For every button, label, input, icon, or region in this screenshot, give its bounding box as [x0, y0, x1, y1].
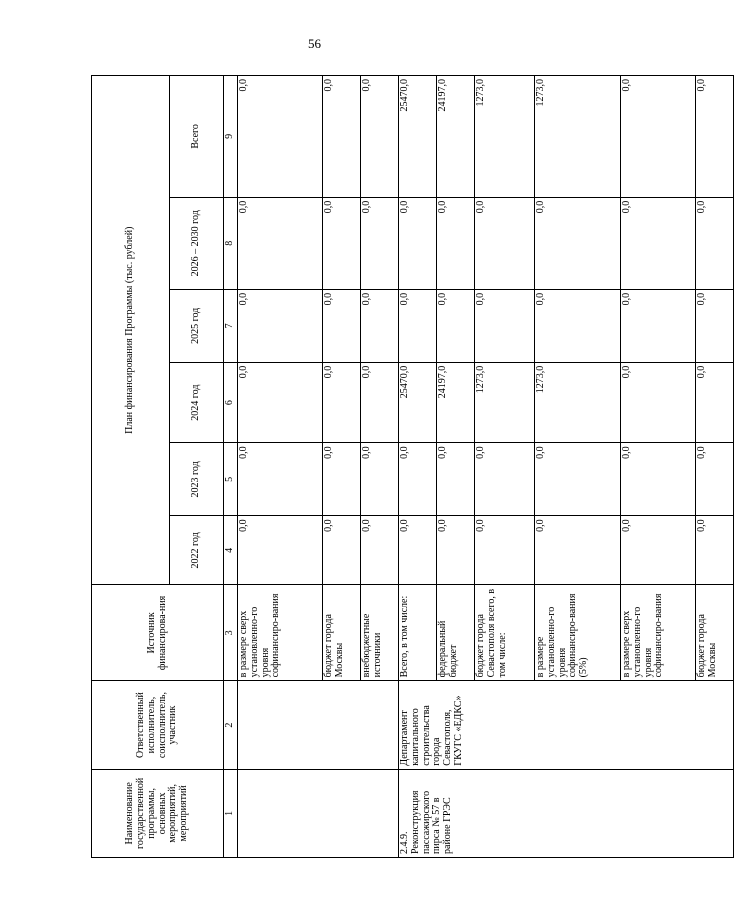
column-index: 1: [224, 769, 238, 857]
cell-value: 0,0: [621, 362, 696, 443]
cell-value: 0,0: [696, 197, 734, 289]
cell-value: 0,0: [437, 289, 475, 362]
cell-value: 0,0: [621, 516, 696, 585]
cell-value: 0,0: [696, 76, 734, 198]
cell-value: 0,0: [696, 289, 734, 362]
cell-value: 24197,0: [437, 362, 475, 443]
table-row: [238, 76, 323, 858]
header-year: 2026 – 2030 год: [170, 197, 224, 289]
column-index: 6: [224, 362, 238, 443]
cell-value: 0,0: [361, 362, 399, 443]
cell-value: 0,0: [535, 289, 621, 362]
cell-value: 0,0: [323, 289, 361, 362]
cell-value: 0,0: [399, 516, 437, 585]
cell-value: 0,0: [238, 76, 323, 198]
cell-value: 0,0: [621, 197, 696, 289]
header-year: 2023 год: [170, 443, 224, 516]
cell-value: 0,0: [399, 289, 437, 362]
cell-value: 0,0: [238, 289, 323, 362]
cell-value: 0,0: [475, 289, 535, 362]
cell-source: в размере установленно-го уровня софинансиро-вания (5%): [535, 585, 621, 681]
cell-value: 0,0: [621, 443, 696, 516]
cell-value: 0,0: [361, 289, 399, 362]
cell-name: [238, 769, 399, 857]
column-index: 3: [224, 585, 238, 681]
cell-value: 0,0: [361, 76, 399, 198]
rotated-table-container: [91, 75, 718, 858]
cell-value: 0,0: [238, 516, 323, 585]
table-row: [399, 76, 437, 858]
cell-value: 0,0: [238, 443, 323, 516]
cell-value: 0,0: [238, 362, 323, 443]
header-year: 2024 год: [170, 362, 224, 443]
cell-value: 0,0: [696, 516, 734, 585]
cell-source: в размере сверх установленно-го уровня софинансиро-вания: [238, 585, 323, 681]
header-year: 2022 год: [170, 516, 224, 585]
header-row-index: [224, 76, 238, 858]
cell-value: 0,0: [696, 443, 734, 516]
column-index: 9: [224, 76, 238, 198]
cell-source: бюджет города Москвы: [323, 585, 361, 681]
cell-value: 0,0: [399, 197, 437, 289]
column-index: 2: [224, 681, 238, 769]
cell-value: 1273,0: [475, 76, 535, 198]
cell-value: 0,0: [437, 443, 475, 516]
cell-source: федеральный бюджет: [437, 585, 475, 681]
column-index: 4: [224, 516, 238, 585]
cell-source: в размере сверх установленно-го уровня софинансиро-вания: [621, 585, 696, 681]
cell-value: 24197,0: [437, 76, 475, 198]
cell-value: 0,0: [361, 443, 399, 516]
page-number: 56: [308, 36, 321, 51]
column-index: 8: [224, 197, 238, 289]
financing-table: [91, 75, 734, 858]
cell-name: 2.4.9. Реконструкция пассажирского пирса № 57 в районе ГРЭС: [399, 769, 734, 857]
cell-value: 1273,0: [535, 76, 621, 198]
cell-value: 0,0: [475, 516, 535, 585]
header-total: Всего: [170, 76, 224, 198]
cell-value: 0,0: [323, 362, 361, 443]
cell-source: бюджет города Севастополя всего, в том числе:: [475, 585, 535, 681]
cell-value: 0,0: [361, 197, 399, 289]
column-index: 5: [224, 443, 238, 516]
cell-source: внебюджетные источники: [361, 585, 399, 681]
cell-value: 0,0: [323, 76, 361, 198]
cell-value: 25470,0: [399, 76, 437, 198]
cell-value: 0,0: [475, 197, 535, 289]
header-executor: Ответственный исполнитель, соисполнитель, участник: [92, 681, 224, 769]
cell-value: 0,0: [535, 443, 621, 516]
cell-value: 0,0: [323, 197, 361, 289]
cell-value: 0,0: [361, 516, 399, 585]
cell-value: 1273,0: [475, 362, 535, 443]
header-name: Наименование государственной программы, основных мероприятий, мероприятий: [92, 769, 224, 857]
cell-value: 0,0: [399, 443, 437, 516]
cell-value: 0,0: [437, 516, 475, 585]
cell-value: 0,0: [437, 197, 475, 289]
cell-value: 0,0: [323, 516, 361, 585]
header-row-top: [92, 76, 170, 858]
cell-executor: [238, 681, 399, 769]
header-source: Источник финансирова-ния: [92, 585, 224, 681]
cell-value: 0,0: [535, 197, 621, 289]
cell-value: 0,0: [621, 76, 696, 198]
cell-value: 1273,0: [535, 362, 621, 443]
cell-source: бюджет города Москвы: [696, 585, 734, 681]
cell-source: Всего, в том числе:: [399, 585, 437, 681]
header-plan: План финансирования Программы (тыс. рублей): [92, 76, 170, 585]
cell-value: 0,0: [621, 289, 696, 362]
cell-value: 0,0: [475, 443, 535, 516]
cell-value: 0,0: [323, 443, 361, 516]
cell-value: 0,0: [535, 516, 621, 585]
cell-executor: Департамент капитального строительства города Севастополя, ГКУГС «ЕДКС»: [399, 681, 734, 769]
column-index: 7: [224, 289, 238, 362]
cell-value: 25470,0: [399, 362, 437, 443]
cell-value: 0,0: [696, 362, 734, 443]
header-year: 2025 год: [170, 289, 224, 362]
cell-value: 0,0: [238, 197, 323, 289]
